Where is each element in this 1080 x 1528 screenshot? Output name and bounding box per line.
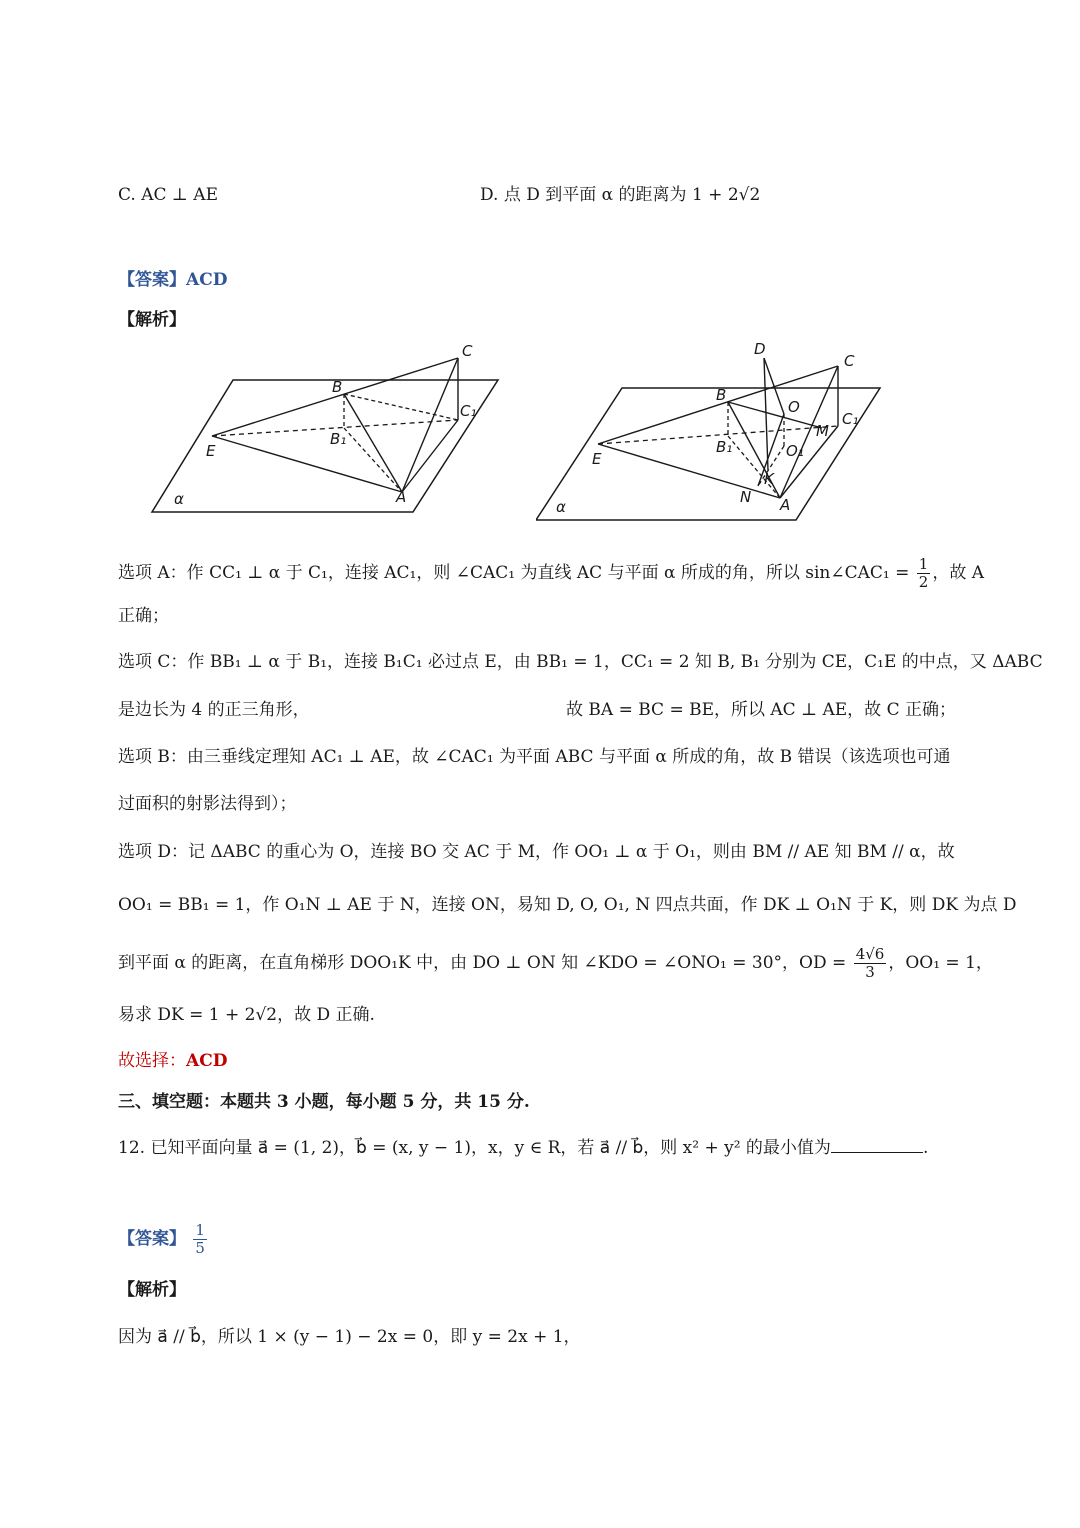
answer-value: ACD (186, 270, 228, 290)
sol-d-line3 (118, 946, 993, 981)
answer-2-frac-num: 1 (195, 1221, 205, 1239)
option-c: C. AC ⊥ AE (118, 185, 218, 205)
sol-a-fraction (917, 556, 931, 591)
answer-1 (118, 268, 227, 292)
q12-text: 12. 已知平面向量 a⃗ = (1, 2)，b⃗ = (x, y − 1)，x，y ∈ R，若 a⃗ // b⃗，则 x² + y² 的最小值为 (118, 1138, 831, 1158)
choose-value: ACD (186, 1051, 228, 1071)
sol-a-text: 选项 A：作 CC₁ ⊥ α 于 C₁，连接 AC₁，则 ∠CAC₁ 为直线 AC 与平面 α 所成的角，所以 sin∠CAC₁ = (118, 563, 910, 583)
edge-do (764, 358, 784, 414)
analysis-2-line1: 因为 a⃗ // b⃗，所以 1 × (y − 1) − 2x = 0，即 y = 2x + 1， (118, 1327, 581, 1347)
label-e: E (206, 442, 216, 460)
label-c: C (844, 352, 855, 370)
label-alpha: α (556, 498, 566, 516)
label-b1: B₁ (716, 438, 733, 456)
answer-2-frac-den: 5 (195, 1239, 205, 1257)
sol-d-frac-num: 4√6 (855, 945, 885, 963)
label-c: C (462, 342, 473, 360)
figure-right (536, 336, 886, 526)
label-a: A (780, 496, 791, 514)
sol-d-frac-den: 3 (865, 963, 875, 981)
label-k: K (764, 470, 774, 488)
sol-a-frac-num: 1 (918, 555, 929, 573)
label-a: A (396, 488, 407, 506)
sol-d-line1: 选项 D：记 ΔABC 的重心为 O，连接 BO 交 AC 于 M，作 OO₁ ⊥ α 于 O₁，则由 BM // AE 知 BM // α，故 (118, 842, 955, 862)
label-alpha: α (174, 490, 184, 508)
label-b: B (332, 378, 343, 396)
figure-left (148, 340, 508, 520)
label-d: D (754, 340, 766, 358)
q12-end: . (922, 1138, 929, 1158)
label-m: M (816, 422, 829, 440)
label-o1: O₁ (786, 442, 804, 460)
sol-a-end: ，故 A (932, 563, 985, 583)
sol-a-line1 (118, 556, 984, 591)
option-d: D. 点 D 到平面 α 的距离为 1 + 2√2 (480, 185, 761, 205)
sol-d-line3a: 到平面 α 的距离，在直角梯形 DOO₁K 中，由 DO ⊥ ON 知 ∠KDO = ∠ONO₁ = 30°，OD = (118, 953, 847, 973)
edge-ea (598, 444, 780, 498)
edge-ac1 (780, 426, 838, 498)
sol-c-line2a: 是边长为 4 的正三角形， (118, 700, 310, 720)
sol-a-frac-den: 2 (918, 573, 929, 591)
choose-label: 故选择： (118, 1051, 186, 1071)
sol-c-line1: 选项 C：作 BB₁ ⊥ α 于 B₁，连接 B₁C₁ 必过点 E，由 BB₁ = 1，CC₁ = 2 知 B, B₁ 分别为 CE，C₁E 的中点，又 ΔABC (118, 652, 1043, 672)
section-3-title: 三、填空题：本题共 3 小题，每小题 5 分，共 15 分. (118, 1092, 530, 1112)
sol-b-line1: 选项 B：由三垂线定理知 AC₁ ⊥ AE，故 ∠CAC₁ 为平面 ABC 与平面 α 所成的角，故 B 错误（该选项也可通 (118, 747, 951, 767)
edge-ec (598, 366, 838, 444)
label-o: O (788, 398, 800, 416)
answer-2-fraction (193, 1222, 207, 1257)
label-b: B (716, 386, 727, 404)
sol-c-line2b: 故 BA = BC = BE，所以 AC ⊥ AE，故 C 正确； (566, 700, 956, 720)
answer-2-label: 【答案】 (118, 1229, 186, 1249)
sol-d-line4: 易求 DK = 1 + 2√2，故 D 正确. (118, 1005, 375, 1025)
edge-ac (780, 366, 838, 498)
answer-blank (831, 1136, 923, 1153)
sol-d-line3b: ，OO₁ = 1， (888, 953, 993, 973)
edge-bm (728, 402, 822, 428)
label-c1: C₁ (842, 410, 859, 428)
question-12 (118, 1136, 928, 1160)
sol-d-line2: OO₁ = BB₁ = 1，作 O₁N ⊥ AE 于 N，连接 ON，易知 D, O, O₁, N 四点共面，作 DK ⊥ O₁N 于 K，则 DK 为点 D (118, 895, 1017, 915)
answer-label: 【答案】 (118, 270, 186, 290)
edge-dk (764, 358, 768, 470)
sol-b-line2: 过面积的射影法得到）； (118, 794, 297, 814)
edge-ac (402, 358, 458, 492)
dash-b1a (344, 428, 402, 492)
label-n: N (740, 488, 752, 506)
answer-2 (118, 1222, 209, 1257)
analysis-label-1: 【解析】 (118, 310, 186, 330)
label-e: E (592, 450, 602, 468)
sol-d-fraction (854, 946, 887, 981)
label-b1: B₁ (330, 430, 347, 448)
choose-answer (118, 1049, 227, 1073)
edge-ec (212, 358, 458, 436)
analysis-label-2: 【解析】 (118, 1280, 186, 1300)
label-c1: C₁ (460, 402, 477, 420)
sol-a-line2: 正确； (118, 606, 169, 626)
